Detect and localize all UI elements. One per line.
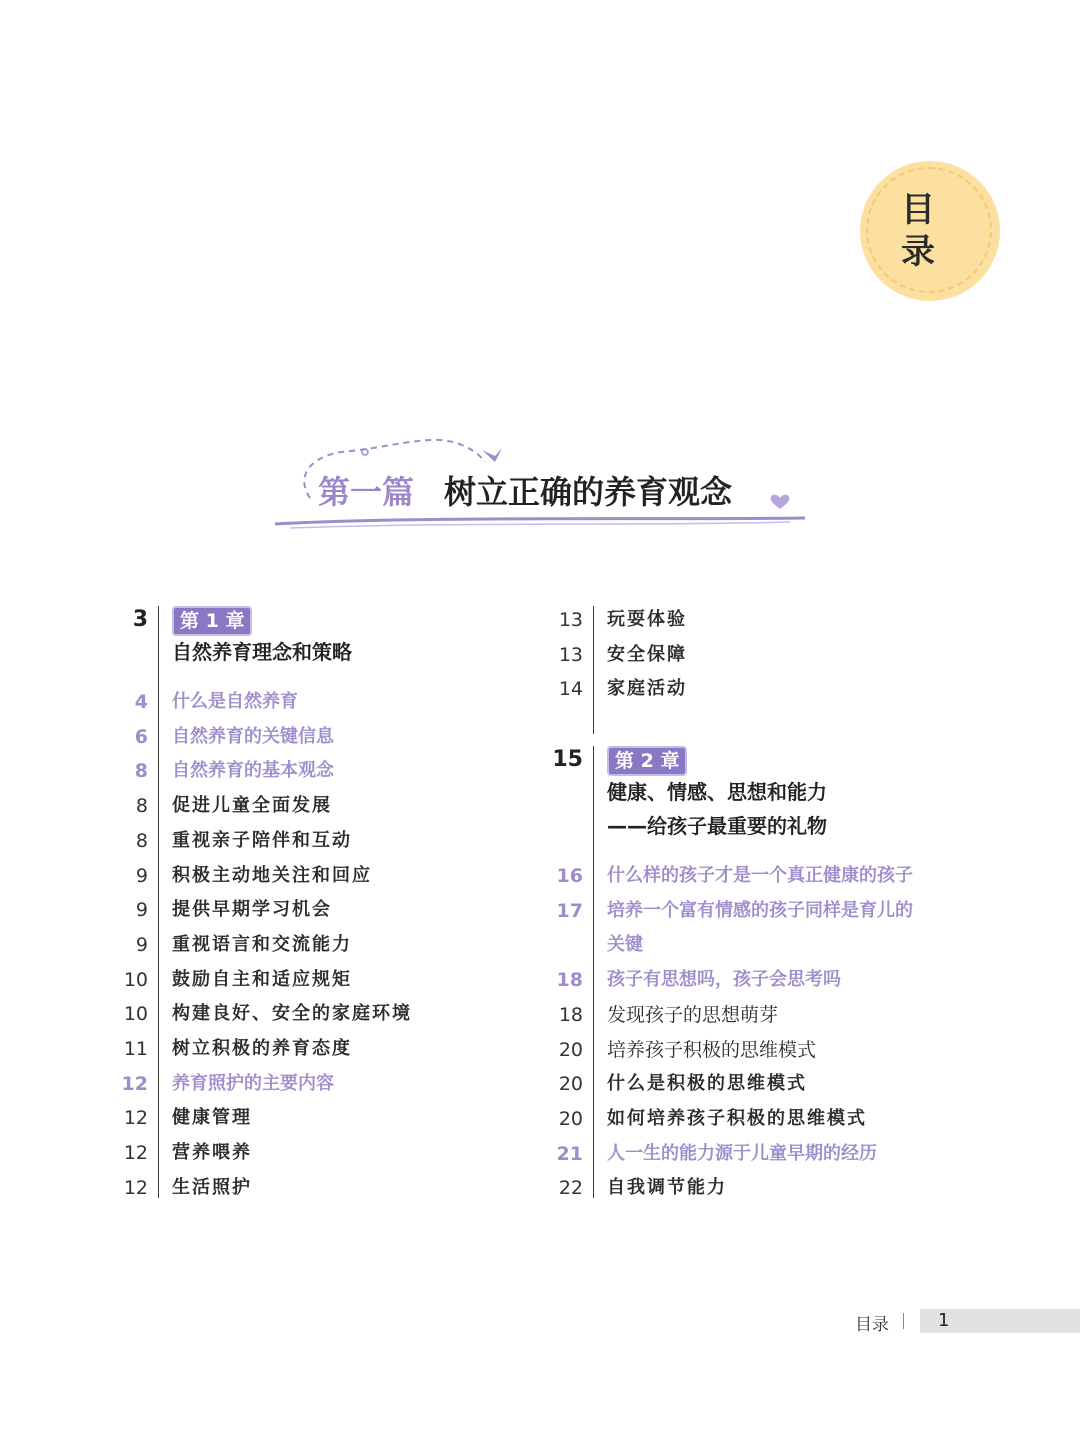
chapter-2-page: 15 (552, 747, 583, 772)
toc-entry-page: 13 (558, 609, 583, 631)
contents-badge (860, 161, 1080, 301)
footer-page-number: 1 (938, 1310, 950, 1331)
toc-entry-text: 发现孩子的思想萌芽 (607, 1003, 779, 1026)
toc-entry-page: 16 (556, 865, 583, 887)
toc-entry-text: 积极主动地关注和回应 (172, 864, 372, 886)
toc-entry-text: 自然养育的基本观念 (172, 760, 334, 782)
toc-entry-page: 8 (135, 795, 148, 818)
toc-entry-text: 提供早期学习机会 (172, 899, 332, 921)
footer-label: 目录 (855, 1315, 889, 1335)
chapter-2-chip: 第 2 章 (607, 746, 687, 776)
toc-entry-page: 9 (135, 864, 148, 887)
toc-entry-text: 孩子有思想吗，孩子会思考吗 (607, 969, 841, 991)
toc-entry-page: 21 (556, 1142, 583, 1165)
toc-entry-text: 安全保障 (607, 643, 687, 665)
toc-entry-page: 12 (123, 1142, 148, 1165)
toc-entry-page: 20 (558, 1038, 583, 1061)
toc-entry-text: 促进儿童全面发展 (172, 795, 332, 817)
toc-entry-text: 家庭活动 (607, 678, 687, 700)
toc-entry-text: 养育照护的主要内容 (172, 1072, 334, 1094)
part-title (318, 470, 732, 514)
toc-entry-text: 健康管理 (172, 1107, 252, 1129)
toc-entry-text: 培养孩子积极的思维模式 (607, 1038, 817, 1061)
toc-entry-page: 20 (558, 1073, 583, 1096)
toc-entry-page: 4 (134, 691, 148, 713)
badge-text (898, 189, 938, 273)
left-column-rule (158, 606, 159, 1198)
toc-entry-page: 18 (556, 969, 583, 992)
toc-entry-page: 6 (134, 725, 148, 748)
toc-entry-text: 关键 (607, 934, 643, 956)
toc-entry-text: 培养一个富有情感的孩子同样是育儿的 (607, 899, 913, 921)
part-number: 第一篇 (318, 473, 415, 511)
chapter-1-page: 3 (132, 607, 148, 632)
toc-entry-text: 树立积极的养育态度 (172, 1038, 352, 1059)
toc-entry-page: 12 (123, 1107, 148, 1130)
toc-entry-page: 8 (134, 760, 148, 783)
toc-entry-text: 自我调节能力 (607, 1177, 727, 1199)
toc-entry-page: 22 (558, 1177, 583, 1200)
toc-entry-page: 10 (123, 1003, 148, 1026)
toc-entry-page: 9 (135, 933, 148, 956)
toc-entry-text: 什么是积极的思维模式 (607, 1073, 807, 1095)
right-column-rule-bottom (593, 746, 594, 1198)
badge-line1: 目 (901, 190, 935, 230)
chapter-1-chip: 第 1 章 (172, 606, 252, 636)
chapter-2-title-line1: 健康、情感、思想和能力 (607, 780, 827, 804)
toc-entry-text: 什么样的孩子才是一个真正健康的孩子 (607, 865, 913, 886)
badge-line2: 录 (901, 232, 935, 272)
toc-entry-text: 重视亲子陪伴和互动 (172, 829, 352, 851)
part-name: 树立正确的养育观念 (444, 473, 733, 511)
toc-entry-text: 生活照护 (172, 1176, 252, 1198)
toc-entry-page: 8 (135, 829, 148, 852)
toc-entry-text: 自然养育的关键信息 (172, 725, 334, 747)
toc-entry-page: 20 (558, 1107, 583, 1130)
toc-entry-page: 14 (558, 678, 583, 701)
footer-separator (903, 1313, 904, 1329)
toc-entry-text: 鼓励自主和适应规矩 (172, 968, 352, 990)
toc-entry-page: 12 (121, 1072, 148, 1095)
toc-entry-page: 12 (123, 1176, 148, 1199)
chapter-1-title: 自然养育理念和策略 (172, 640, 352, 664)
toc-entry-page: 10 (123, 968, 148, 991)
toc-entry-text: 重视语言和交流能力 (172, 933, 352, 955)
toc-entry-page: 9 (135, 899, 148, 922)
toc-entry-text: 玩耍体验 (607, 609, 687, 630)
right-column-rule-top (593, 606, 594, 734)
toc-entry-page: 18 (558, 1003, 583, 1026)
toc-entry-page: 17 (556, 899, 583, 922)
toc-entry-text: 营养喂养 (172, 1142, 252, 1164)
toc-entry-text: 如何培养孩子积极的思维模式 (607, 1107, 867, 1129)
toc-entry-page: 13 (558, 643, 583, 666)
toc-entry-text: 什么是自然养育 (172, 691, 298, 712)
toc-entry-page: 11 (123, 1038, 148, 1060)
toc-entry-text: 构建良好、安全的家庭环境 (172, 1003, 412, 1025)
chapter-2-title-line2: ——给孩子最重要的礼物 (607, 814, 827, 838)
toc-entry-text: 人一生的能力源于儿童早期的经历 (607, 1142, 877, 1164)
